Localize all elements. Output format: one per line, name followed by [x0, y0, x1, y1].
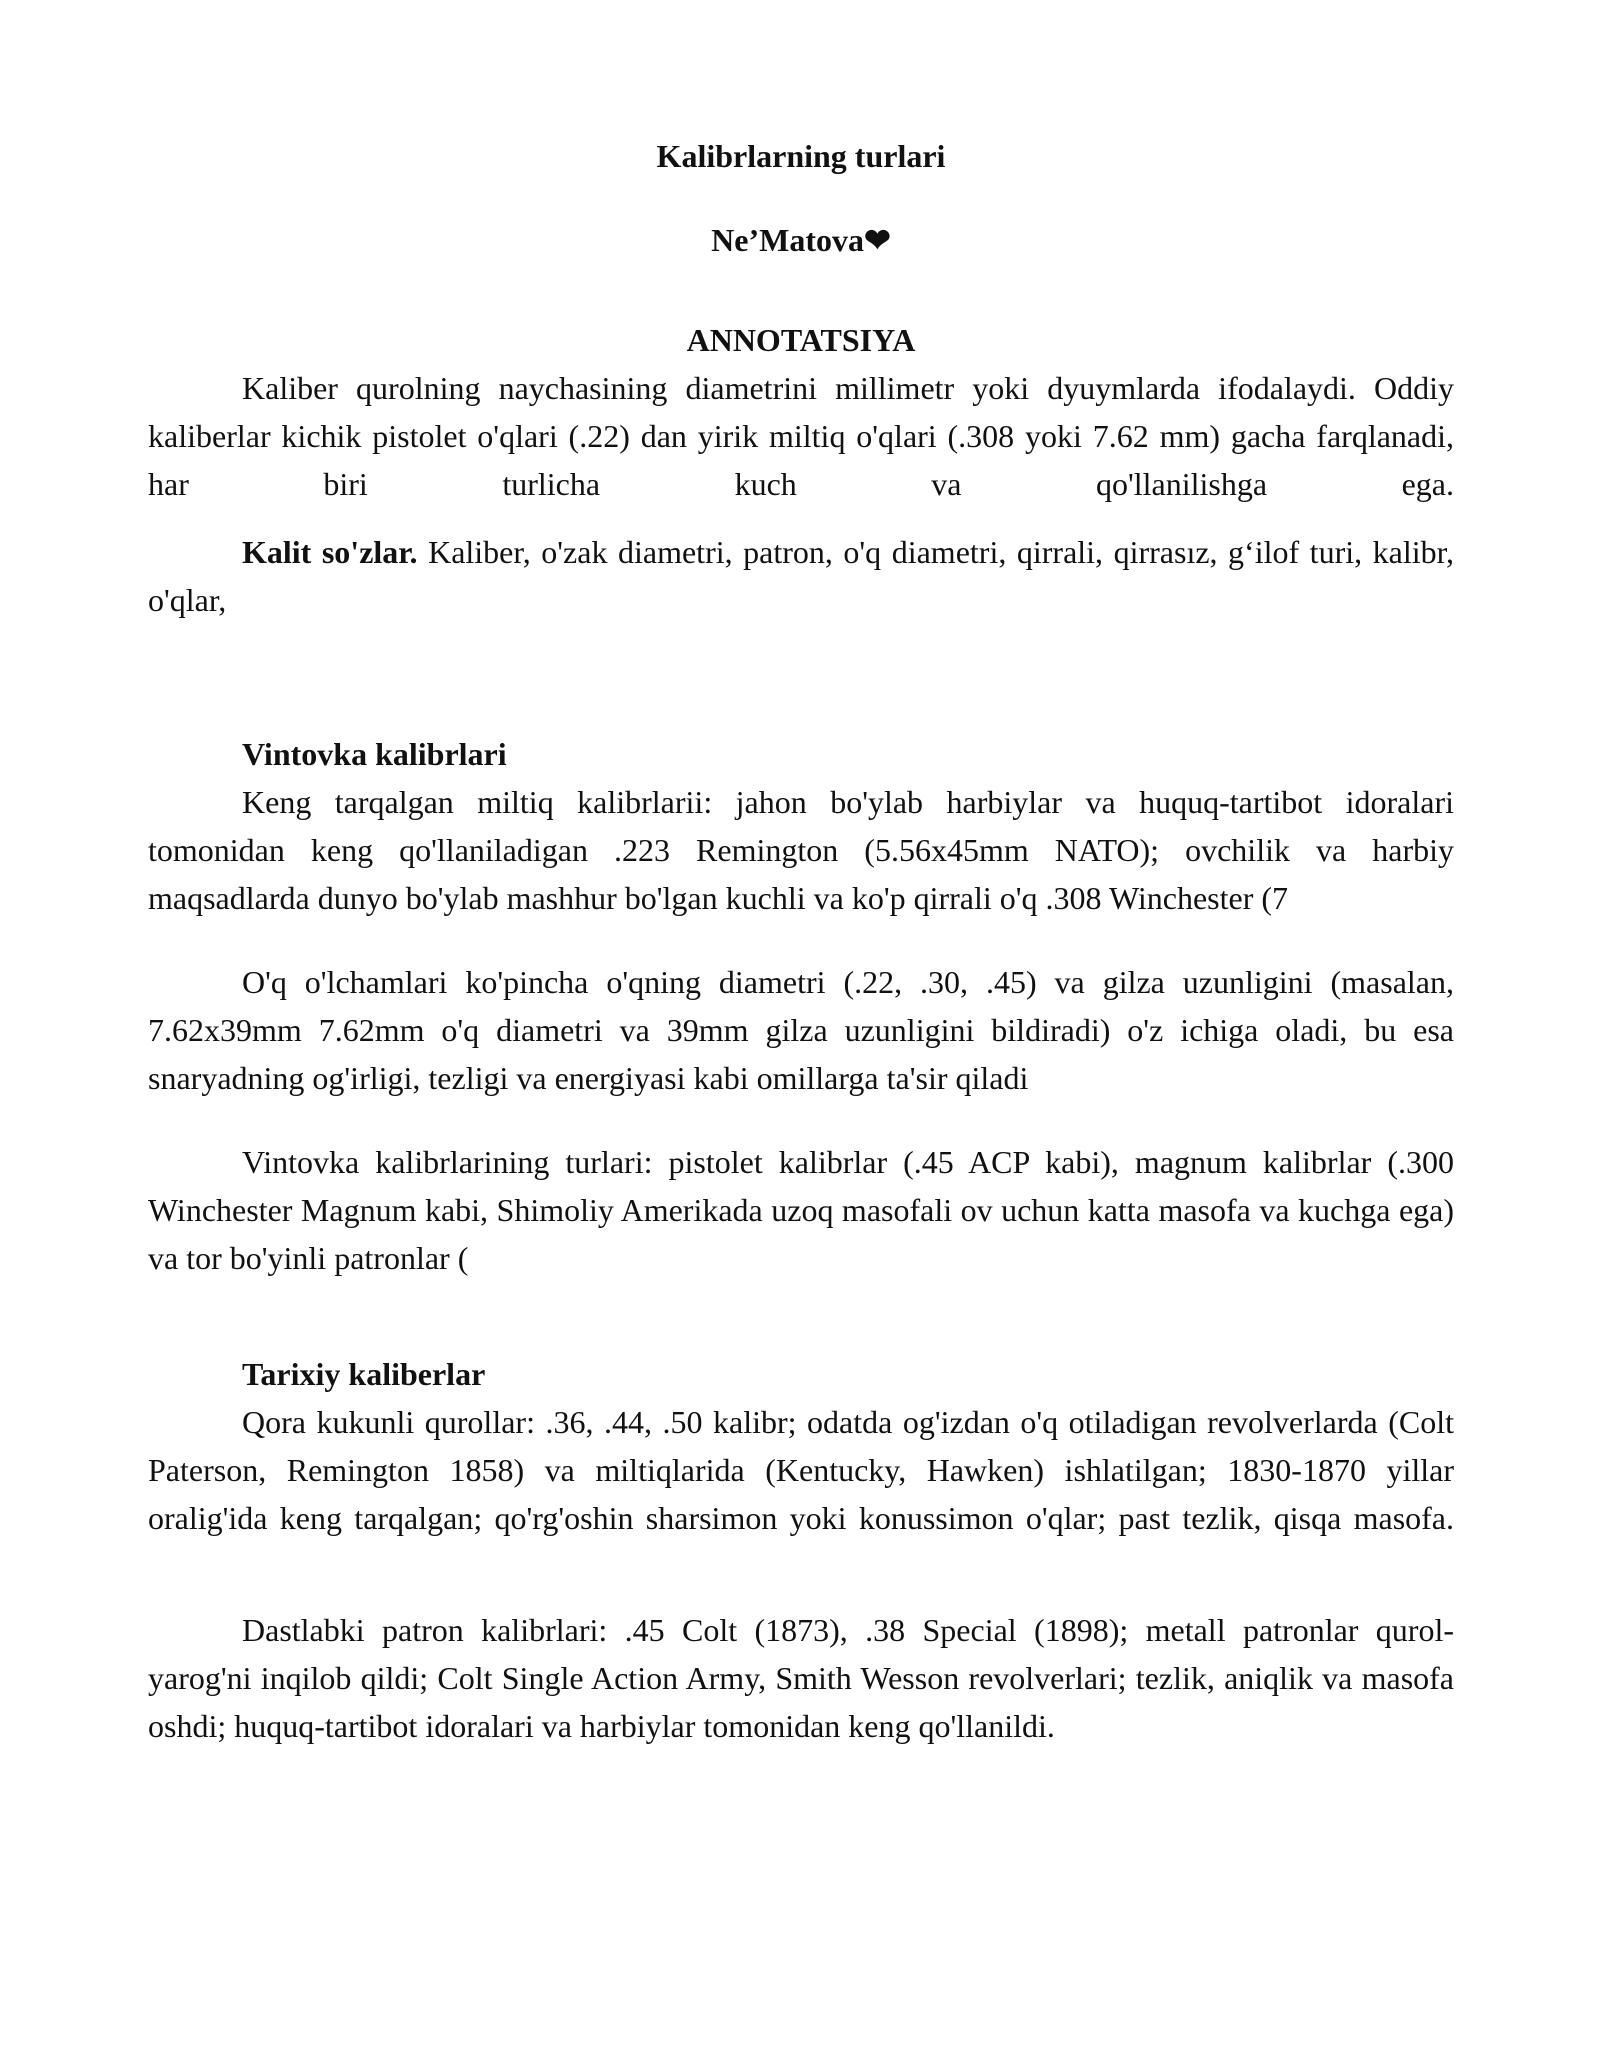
- section-heading-rifle-calibers: Vintovka kalibrlari: [242, 736, 507, 772]
- keywords-text: Kaliber, o'zak diametri, patron, o'q diametri, qirrali, qirrasız, g‘ilof turi, kalibr, o'qlar,: [148, 534, 1455, 618]
- keywords-paragraph: [148, 528, 1454, 624]
- document-title: Kalibrlarning turlari: [656, 138, 946, 174]
- annotation-heading: ANNOTATSIYA: [686, 322, 916, 358]
- historical-paragraph-2: Dastlabki patron kalibrlari: .45 Colt (1873), .38 Special (1898); metall patronlar qurol-yarog'ni inqilob qildi; Colt Single Action Army, Smith Wesson revolverlari; tezlik, aniqlik va masofa oshdi; huquq-tartibot idoralari va harbiylar tomonidan keng qo'llanildi.: [148, 1612, 1454, 1744]
- author-name: Ne’Matova❤: [711, 222, 891, 258]
- section-heading-historical-calibers: Tarixiy kaliberlar: [242, 1356, 486, 1392]
- rifle-paragraph-3: Vintovka kalibrlarining turlari: pistolet kalibrlar (.45 ACP kabi), magnum kalibrlar (.300 Winchester Magnum kabi, Shimoliy Amerikada uzoq masofali ov uchun katta masofa va kuchga ega) va tor bo'yinli patronlar (: [148, 1144, 1454, 1276]
- keywords-label: Kalit so'zlar.: [242, 534, 418, 570]
- rifle-paragraph-2: O'q o'lchamlari ko'pincha o'qning diametri (.22, .30, .45) va gilza uzunligini (masalan, 7.62x39mm 7.62mm o'q diametri va 39mm gilza uzunligini bildiradi) o'z ichiga oladi, bu esa snaryadning og'irligi, tezligi va energiyasi kabi omillarga ta'sir qiladi: [148, 964, 1454, 1096]
- historical-paragraph-1: Qora kukunli qurollar: .36, .44, .50 kalibr; odatda og'izdan o'q otiladigan revolverlarda (Colt Paterson, Remington 1858) va miltiqlarida (Kentucky, Hawken) ishlatilgan; 1830-1870 yillar oralig'ida keng tarqalgan; qo'rg'oshin sharsimon yoki konussimon o'qlar; past tezlik, qisqa masofa.: [148, 1404, 1454, 1536]
- rifle-paragraph-1: Keng tarqalgan miltiq kalibrlarii: jahon bo'ylab harbiylar va huquq-tartibot idoralari tomonidan keng qo'llaniladigan .223 Remington (5.56x45mm NATO); ovchilik va harbiy maqsadlarda dunyo bo'ylab mashhur bo'lgan kuchli va ko'p qirrali o'q .308 Winchester (7: [148, 784, 1454, 916]
- annotation-paragraph: Kaliber qurolning naychasining diametrini millimetr yoki dyuymlarda ifodalaydi. Oddiy kaliberlar kichik pistolet o'qlari (.22) dan yirik miltiq o'qlari (.308 yoki 7.62 mm) gacha farqlanadi, har biri turlicha kuch va qo'llanilishga ega.: [148, 370, 1454, 502]
